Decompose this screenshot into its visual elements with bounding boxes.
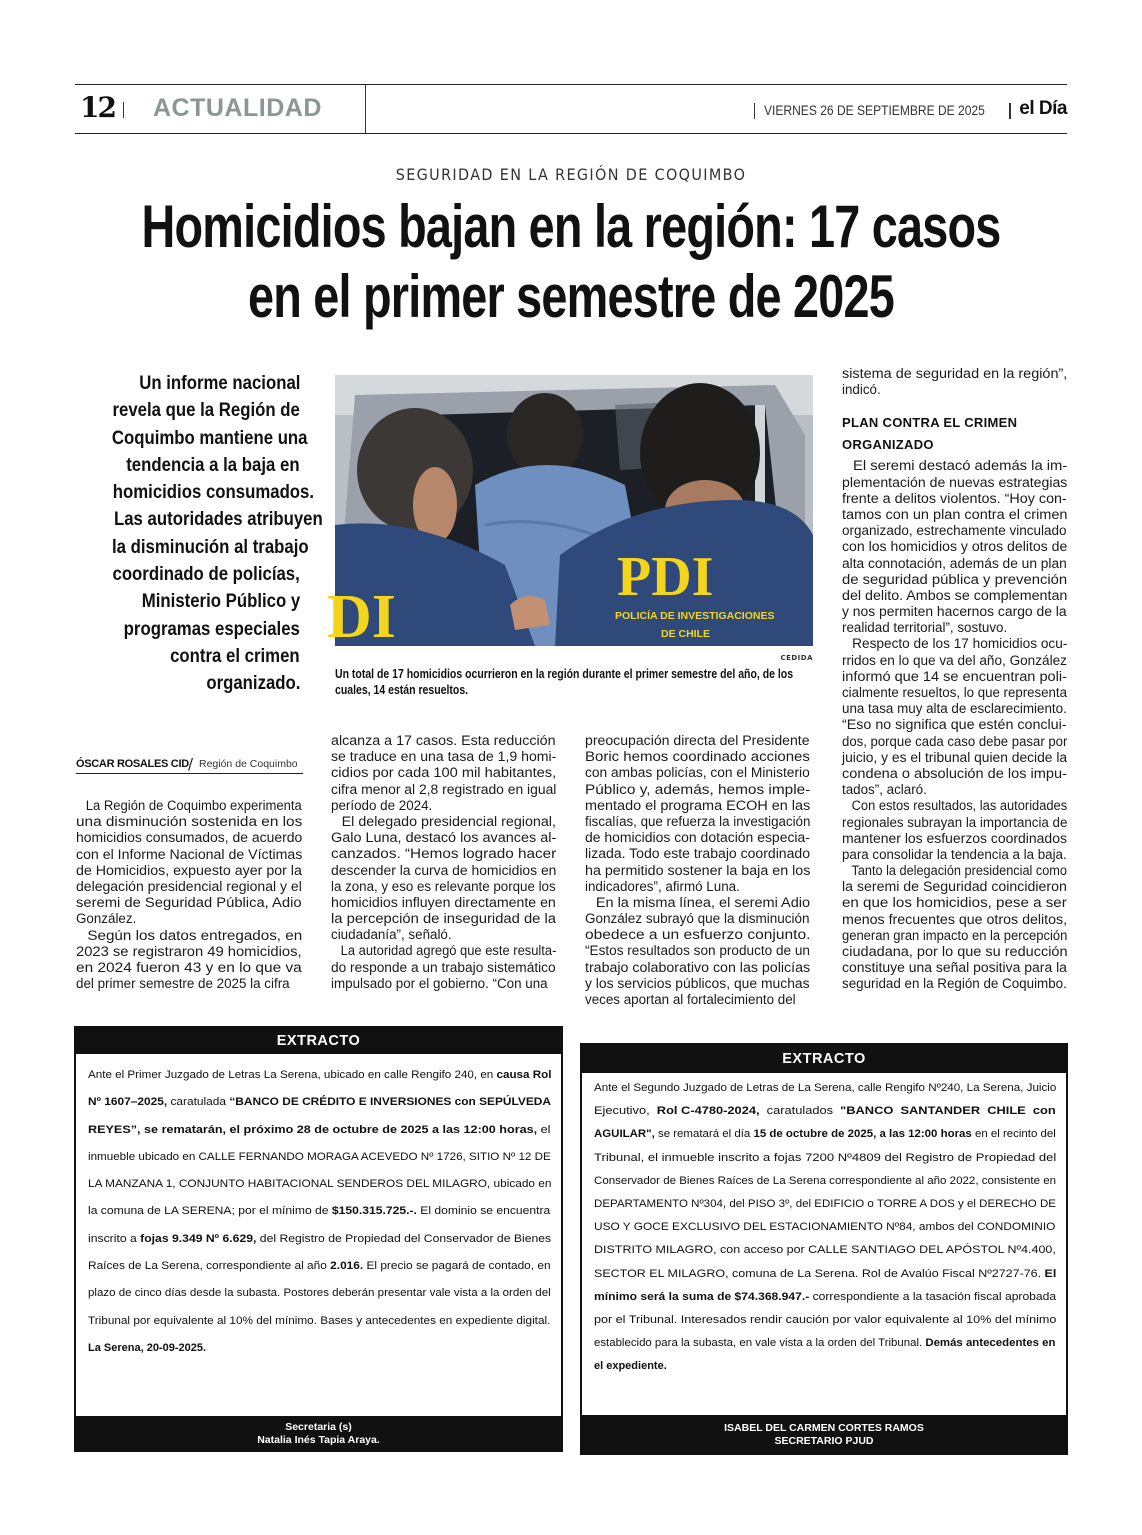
separator <box>1009 103 1011 119</box>
notice-text-line <box>594 1100 1133 1123</box>
separator <box>754 103 755 119</box>
body-text-line: de Homicidios, expuesto ayer por la <box>76 862 302 878</box>
body-text-line: constituye una señal positiva para la <box>842 960 1067 976</box>
article-column-4 <box>842 366 1067 993</box>
byline <box>76 756 303 774</box>
notice-text-line <box>88 1253 588 1280</box>
body-text-line: la zona, y eso es relevante porque los <box>331 878 556 894</box>
notice-text-line <box>88 1144 577 1171</box>
lead-line: Un informe nacional <box>138 372 300 394</box>
notice-text: Raíces de La Serena, correspondiente al año <box>88 1260 331 1273</box>
body-text-line: una tasa muy alta de esclarecimiento. <box>842 701 1067 717</box>
notice-bold-text: mínimo será la suma de $74.368.947.- <box>594 1290 810 1303</box>
subhead-line: ORGANIZADO <box>842 437 934 453</box>
body-text-line: organizado, estrechamente vinculado <box>842 523 1067 539</box>
body-text-line: trabajo colaborativo con las policías <box>585 959 811 975</box>
lead-row <box>80 561 300 588</box>
notice-bold-text: El <box>1044 1267 1057 1280</box>
notice-bold-text: La Serena, 20-09-2025. <box>88 1341 207 1354</box>
article-column-1 <box>76 798 302 992</box>
lead-row <box>80 425 308 452</box>
caption-line: Un total de 17 homicidios ocurrieron en la región durante el primer semestre del año, de los <box>335 667 794 681</box>
body-text-line: descender la curva de homicidios en <box>331 862 557 878</box>
body-text-line: Según los datos entregados, en <box>87 927 303 943</box>
column-body <box>842 458 1067 992</box>
body-text-line: menos frecuentes que otros delitos, <box>842 911 1068 927</box>
body-text-line: seguridad en la Región de Coquimbo. <box>842 976 1067 992</box>
body-text-line: cifra menor al 2,8 registrado en igual <box>331 781 557 797</box>
notice-text-line <box>88 1280 573 1307</box>
notice-text-line <box>88 1117 619 1144</box>
body-text-line: regionales subrayan la importancia de <box>842 814 1068 830</box>
body-text-line: Galo Luna, destacó los avances al- <box>331 830 557 846</box>
notice-text-line <box>594 1077 1081 1100</box>
lead-row <box>80 370 300 397</box>
body-text-line: generan gran impacto en la percepción <box>842 927 1068 943</box>
headline-line: Homicidios bajan en la región: 17 casos <box>141 193 1001 260</box>
notice-text-line <box>594 1170 1078 1193</box>
notice-text-line <box>88 1062 577 1089</box>
divider <box>365 85 366 133</box>
notice-text: Conservador de Bienes Raíces de La Serena correspondiente al año 2022, consistente en <box>594 1174 1057 1187</box>
notice-text: inmueble ubicado en CALLE FERNANDO MORAGA ACEVEDO Nº 1726, SITIO Nº 12 DE <box>88 1150 551 1163</box>
body-text-line: una disminución sostenida en los <box>76 814 303 830</box>
body-text-line: lizada. Todo este trabajo coordinado <box>585 846 811 862</box>
body-text-line: La Región de Coquimbo experimenta <box>85 798 302 813</box>
notice-text-line <box>88 1308 583 1335</box>
notice-title: EXTRACTO <box>582 1045 1066 1073</box>
body-text-line: “Eso no significa que estén conclui- <box>842 717 1067 733</box>
body-text-line: ciudadanía”, señaló. <box>331 927 452 943</box>
body-text-line: do responde a un trabajo sistemático <box>331 959 556 975</box>
notice-text-line <box>88 1089 589 1116</box>
article-kicker: SEGURIDAD EN LA REGIÓN DE COQUIMBO <box>395 165 747 184</box>
page-number: 12 <box>80 91 115 124</box>
body-text-line: alta connotación, además de un plan <box>842 555 1067 571</box>
lead-row <box>80 670 300 697</box>
notice-text: la comuna de LA SERENA; por el mínimo de <box>88 1205 332 1218</box>
caption-line: cuales, 14 están resueltos. <box>335 683 469 697</box>
article-column-3 <box>585 733 810 1008</box>
notice-text: Ante el Primer Juzgado de Letras La Serena, ubicado en calle Rengifo 240, en <box>88 1069 497 1081</box>
body-text-line: veces aportan al fortalecimiento del <box>585 992 796 1007</box>
photo-caption <box>335 666 815 698</box>
article-subhead <box>842 412 1067 456</box>
notice-bold-text: causa Rol <box>496 1069 552 1081</box>
body-text-line: González subrayó que la disminución <box>585 911 810 927</box>
body-text-line: homicidios consumados, de acuerdo <box>76 830 303 846</box>
body-text-line: González. <box>76 911 137 927</box>
body-text-line: se traduce en una tasa de 1,9 homi- <box>331 749 557 765</box>
body-text-line: juicio, y es el tribunal quien decide la <box>842 749 1068 765</box>
body-text-line: condena o absolución de los impu- <box>842 765 1067 781</box>
body-text-line: Boric hemos coordinado acciones <box>585 749 810 765</box>
signature-line: Secretaria (s) <box>285 1421 352 1433</box>
body-text-line: del primer semestre de 2025 la cifra <box>76 976 290 992</box>
section-name: ACTUALIDAD <box>153 94 322 122</box>
body-text-line: preocupación directa del Presidente <box>585 733 810 748</box>
notice-bold-text: Rol C-4780-2024, <box>656 1105 760 1118</box>
pdi-text-left: DI <box>327 583 396 651</box>
body-text-line: alcanza a 17 casos. Esta reducción <box>331 733 556 748</box>
signature-line: ISABEL DEL CARMEN CORTES RAMOS <box>724 1422 924 1434</box>
notice-text: DISTRITO MILAGRO, con acceso por CALLE SANTIAGO DEL APÓSTOL Nº4.400, <box>594 1244 1056 1257</box>
pdi-text-right: PDI <box>617 546 714 608</box>
body-text-line: ha permitido sostener la baja en los <box>585 862 811 878</box>
notice-text: caratulada <box>167 1096 230 1109</box>
notice-text: se rematará el día <box>654 1128 754 1141</box>
pdi-subtext-2: DE CHILE <box>661 628 711 640</box>
notice-bold-text: 15 de octubre de 2025, a las 12:00 horas <box>753 1128 972 1141</box>
notice-signature <box>580 1415 1068 1455</box>
body-text-line: fiscalías, que refuerza la investigación <box>585 813 811 829</box>
byline-slash: / <box>188 755 194 773</box>
newspaper-logo: el Día <box>1019 98 1067 119</box>
notice-body <box>76 1054 561 1362</box>
lead-line: homicidios consumados. <box>112 481 315 504</box>
notice-text-line <box>88 1198 598 1225</box>
body-text-line: Tanto la delegación presidencial como <box>851 863 1067 879</box>
body-text-line: rridos en lo que va del año, González <box>842 652 1067 668</box>
page-header <box>75 84 1067 134</box>
photo-credit: CEDIDA <box>780 654 813 662</box>
body-text-line: la seremi de Seguridad coincidieron <box>842 879 1067 895</box>
body-text-line: ciudadana, por lo que su reducción <box>842 944 1068 959</box>
notice-text: en el recinto del <box>971 1128 1056 1141</box>
lead-line: contra el crimen <box>170 644 300 667</box>
lead-line: Ministerio Público y <box>141 590 300 613</box>
pdi-arrest-photo <box>327 375 813 651</box>
body-text-line: y los servicios públicos, que muchas <box>585 975 810 991</box>
lead-line: revela que la Región de <box>112 399 300 422</box>
notice-text: LA MANZANA 1, CONJUNTO HABITACIONAL SENDEROS DEL MILAGRO, ubicado en <box>88 1178 552 1191</box>
notice-bold-text: 2.016. <box>330 1260 364 1273</box>
notice-signature <box>74 1416 563 1452</box>
notice-text: SECTOR EL MILAGRO, comuna de La Serena. Rol de Avalúo Fiscal Nº2727-76. <box>594 1267 1045 1280</box>
body-text-line: cialmente resueltos, lo que representa <box>842 685 1067 700</box>
notice-text: USO Y GOCE EXCLUSIVO DEL ESTACIONAMIENTO Nº84, ambos del CONDOMINIO <box>594 1221 1056 1234</box>
article-headline <box>126 192 1017 332</box>
body-text-line: y nos permiten hacernos cargo de la <box>842 604 1067 620</box>
body-text-line: período de 2024. <box>331 797 433 813</box>
notice-text-line <box>594 1355 1056 1378</box>
body-text-line: frente a delitos violentos. “Hoy con- <box>842 490 1067 506</box>
notice-text-line <box>594 1123 1075 1146</box>
notice-bold-text: Nº 1607–2025, <box>88 1096 168 1109</box>
notice-text-line <box>88 1171 587 1198</box>
body-text-line: realidad territorial”, sostuvo. <box>842 620 1008 636</box>
notice-title: EXTRACTO <box>76 1028 561 1054</box>
notice-bold-text: “BANCO DE CRÉDITO E INVERSIONES con SEPÚLVEDA <box>229 1096 551 1109</box>
body-text-line: cidios por cada 100 mil habitantes, <box>331 765 557 781</box>
pdi-subtext-1: POLICÍA DE INVESTIGACIONES <box>615 610 775 622</box>
lead-line: Coquimbo mantiene una <box>111 426 308 449</box>
lead-line: Las autoridades atribuyen <box>113 508 323 531</box>
lead-line: la disminución al trabajo <box>112 535 309 558</box>
notice-bold-text: REYES”, se rematarán, el próximo 28 de octubre de 2025 a las 12:00 horas, <box>88 1123 538 1136</box>
notice-bold-text: "BANCO SANTANDER CHILE con <box>840 1105 1056 1118</box>
notice-text: DEPARTAMENTO Nº304, del PISO 3º, del EDIFICIO o TORRE A DOS y el DERECHO DE <box>594 1197 1057 1210</box>
lead-row <box>80 534 309 561</box>
body-text-line: para consolidar la tendencia a la baja. <box>842 846 1067 862</box>
body-text-line: El seremi destacó además la im- <box>853 458 1068 474</box>
separator <box>123 102 124 118</box>
notice-text: inscrito a <box>88 1232 141 1245</box>
legal-notice-1 <box>74 1026 563 1452</box>
author-name: ÓSCAR ROSALES CID <box>76 758 189 770</box>
notice-bold-text: el expediente. <box>594 1360 667 1373</box>
notice-text: del Registro de Propiedad del Conservador de Bienes <box>256 1232 552 1245</box>
notice-text-line <box>594 1286 1102 1309</box>
body-text-line: indicó. <box>842 382 881 398</box>
notice-text-line <box>88 1226 601 1253</box>
notice-bold-text: fojas 9.349 Nº 6.629, <box>140 1232 257 1245</box>
notice-text: El dominio se encuentra <box>416 1205 551 1218</box>
body-text-line: Respecto de los 17 homicidios ocu- <box>852 636 1068 652</box>
lead-line: coordinado de policías, <box>112 563 300 586</box>
notice-body <box>582 1073 1066 1378</box>
body-text-line: homicidios influyen directamente en <box>331 894 556 910</box>
body-text-line: seremi de Seguridad Pública, Adio <box>76 895 302 911</box>
lead-row <box>80 506 323 533</box>
lead-row <box>80 452 300 479</box>
body-text-line: de seguridad pública y prevención <box>842 571 1068 587</box>
notice-text-line <box>594 1239 1118 1262</box>
headline-line: en el primer semestre de 2025 <box>248 263 894 330</box>
column-continuation <box>842 366 1067 398</box>
notice-text: Tribunal, el inmueble inscrito a fojas 7200 Nº4809 del Registro de Propiedad del <box>594 1151 1057 1164</box>
notice-text: plazo de cinco días desde la subasta. Postores deberán presentar vale vista a la orden del <box>88 1287 551 1300</box>
body-text-line: 2023 se registraron 49 homicidios, <box>76 943 302 959</box>
body-text-line: impulsado por el gobierno. “Con una <box>331 975 548 991</box>
body-text-line: de homicidios con dotación especia- <box>585 830 810 846</box>
lead-row <box>80 397 300 424</box>
issue-date: VIERNES 26 DE SEPTIEMBRE DE 2025 <box>764 102 985 118</box>
body-text-line: dos, porque cada caso debe pasar por <box>842 733 1068 749</box>
body-text-line: en 2024 fueron 43 y en lo que va <box>76 959 302 975</box>
article-photo <box>327 375 813 651</box>
notice-text-line <box>594 1332 1074 1355</box>
notice-text: el <box>537 1123 551 1136</box>
notice-text-line <box>594 1263 1118 1286</box>
body-text-line: con los homicidios y otros delitos de <box>842 539 1068 555</box>
lead-row <box>80 643 300 670</box>
article-lead <box>80 370 323 698</box>
body-text-line: En la misma línea, el seremi Adio <box>595 894 811 910</box>
body-text-line: La autoridad agregó que este resulta- <box>340 943 557 959</box>
body-text-line: en que los homicidios, pese a ser <box>842 895 1067 911</box>
lead-row <box>80 479 315 506</box>
body-text-line: Público y, además, hemos imple- <box>585 781 811 797</box>
notice-text-line <box>88 1335 551 1362</box>
body-text-line: obedece a un esfuerzo conjunto. <box>585 927 811 943</box>
notice-text-line <box>594 1147 1141 1170</box>
body-text-line: delegación presidencial regional y el <box>76 878 302 894</box>
lead-line: tendencia a la baja en <box>126 453 300 476</box>
body-text-line: plementación de nuevas estrategias <box>842 474 1068 490</box>
notice-text-line <box>594 1309 1123 1332</box>
notice-bold-text: Demás antecedentes en <box>925 1337 1056 1350</box>
body-text-line: tados”, aclaró. <box>842 782 927 798</box>
signature-line: SECRETARIO PJUD <box>774 1435 874 1447</box>
lead-row <box>80 616 300 643</box>
article-column-2 <box>331 733 556 992</box>
body-text-line: mantener los esfuerzos coordinados <box>842 830 1067 846</box>
notice-text: El precio se pagará de contado, en <box>363 1260 551 1273</box>
body-text-line: canzados. “Hemos logrado hacer <box>331 846 557 862</box>
body-text-line: con ambas policías, con el Ministerio <box>585 765 810 781</box>
subhead-line: PLAN CONTRA EL CRIMEN <box>842 415 1018 431</box>
notice-text: caratulados <box>759 1105 841 1118</box>
body-text-line: del delito. Ambos se complementan <box>842 587 1068 603</box>
body-text-line: Con estos resultados, las autoridades <box>851 798 1068 814</box>
body-text-line: sistema de seguridad en la región”, <box>842 366 1068 381</box>
body-text-line: mentado el programa ECOH en las <box>585 797 811 813</box>
notice-bold-text: $150.315.725.-. <box>331 1205 417 1218</box>
body-text-line: tamos con un plan contra el crimen <box>842 506 1068 522</box>
body-text-line: indicadores”, afirmó Luna. <box>585 878 740 894</box>
notice-text-line <box>594 1193 1078 1216</box>
body-text-line: la percepción de inseguridad de la <box>331 911 556 927</box>
body-text-line: “Estos resultados son producto de un <box>585 943 810 959</box>
body-text-line: El delegado presidencial regional, <box>341 813 556 829</box>
notice-text: correspondiente a la tasación fiscal aprobada <box>809 1290 1057 1303</box>
notice-text: establecido para la subasta, en vale vista a la orden del Tribunal. <box>594 1337 926 1350</box>
notice-text: Ejecutivo, <box>594 1105 657 1118</box>
lead-line: organizado. <box>205 672 300 695</box>
signature-line: Natalia Inés Tapia Araya. <box>257 1434 380 1446</box>
lead-row <box>80 588 300 615</box>
body-text-line: informó que 14 se encuentran poli- <box>842 668 1067 684</box>
notice-text-line <box>594 1216 1092 1239</box>
notice-bold-text: AGUILAR", <box>594 1128 655 1141</box>
notice-text: por el Tribunal. Interesados rendir caución por valor equivalente al 10% del mínimo <box>594 1313 1057 1326</box>
lead-line: programas especiales <box>123 617 300 640</box>
notice-text: Tribunal por equivalente al 10% del mínimo. Bases y antecedentes en expediente digital. <box>88 1314 551 1327</box>
notice-text: Ante el Segundo Juzgado de Letras de La Serena, calle Rengifo Nº240, La Serena, Juicio <box>594 1082 1057 1094</box>
legal-notice-2 <box>580 1043 1068 1455</box>
byline-region: Región de Coquimbo <box>199 758 298 770</box>
body-text-line: con el Informe Nacional de Víctimas <box>76 846 303 862</box>
